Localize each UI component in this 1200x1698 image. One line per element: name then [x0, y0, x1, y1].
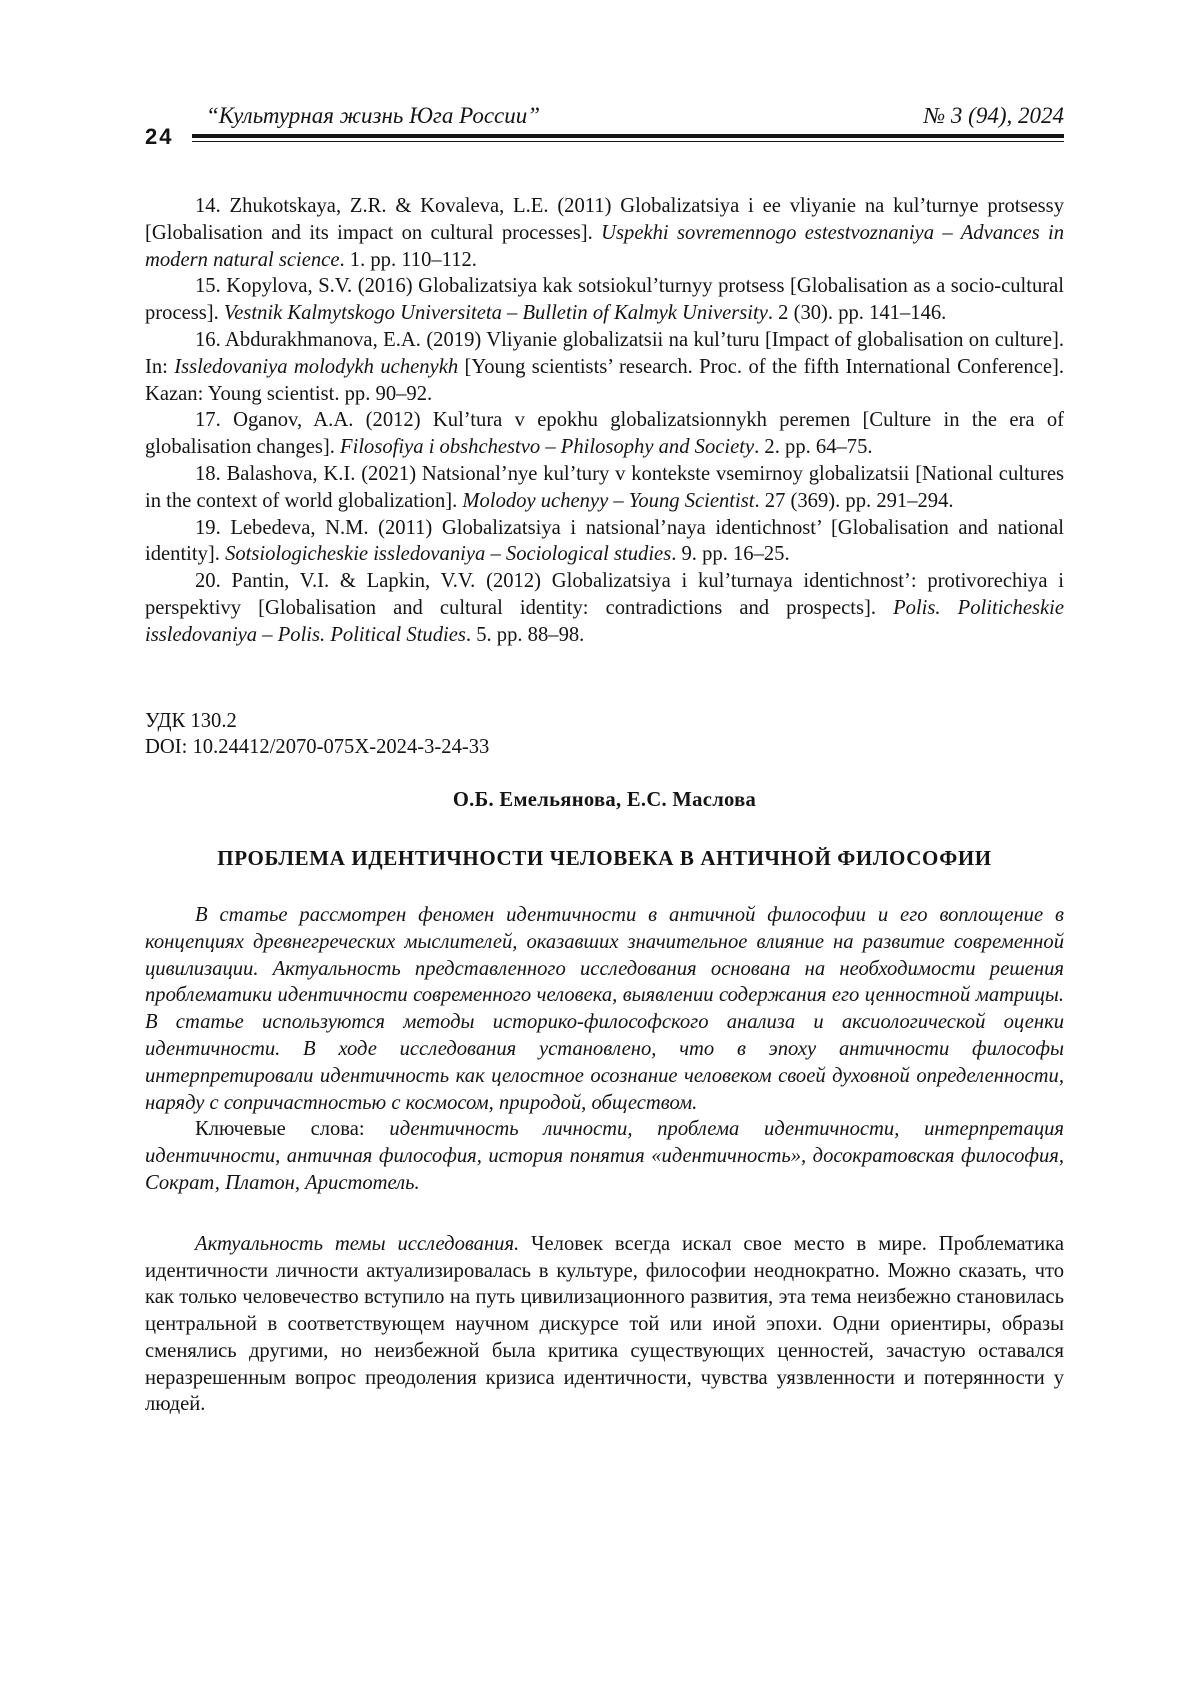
- article-title: ПРОБЛЕМА ИДЕНТИЧНОСТИ ЧЕЛОВЕКА В АНТИЧНОЙ ФИЛОСОФИИ: [145, 844, 1064, 872]
- udk-code: УДК 130.2: [145, 708, 1064, 735]
- article-meta: [145, 708, 1064, 762]
- reference-list: [145, 193, 1064, 649]
- body-text: Человек всегда искал свое место в мире. Проблематика идентичности личности актуализировалась в культуре, философии неоднократно. Можно сказать, что как только человечество вступило на путь цивилизационного развития, эта тема неизбежно становилась центральной в соответствующем научном дискурсе той или иной эпохи. Одни ориентиры, образы сменялись другими, но неизбежной была критика существующих ценностей, зачастую оставался неразрешенным вопрос преодоления кризиса идентичности, чувства уязвленности и потерянности у людей.: [145, 1233, 1064, 1416]
- section-lead: Актуальность темы исследования.: [195, 1233, 519, 1255]
- keywords-values: идентичность личности, проблема идентичности, интерпретация идентичности, античная философия, история понятия «идентичность», досократовская философия, Сократ, Платон, Аристотель.: [145, 1118, 1064, 1194]
- reference-item: 18. Balashova, K.I. (2021) Natsional’nye kul’tury v kontekste vsemirnoy globalizatsii [National cultures in the context of world globalization]. Molodoy uchenyy – Young Scientist. 27 (369). pp. 291–294.: [145, 461, 1064, 515]
- page-number: 24: [145, 124, 173, 150]
- doi-link[interactable]: DOI: 10.24412/2070-075X-2024-3-24-33: [145, 734, 1064, 761]
- reference-item: 19. Lebedeva, N.M. (2011) Globalizatsiya i natsional’naya identichnost’ [Globalisation and national identity]. Sotsiologicheskie issledovaniya – Sociological studies. 9. pp. 16–25.: [145, 515, 1064, 569]
- article-authors: О.Б. Емельянова, Е.С. Маслова: [145, 787, 1064, 814]
- reference-item: 20. Pantin, V.I. & Lapkin, V.V. (2012) Globalizatsiya i kul’turnaya identichnost’: protivorechiya i perspektivy [Globalisation and cultural identity: contradictions and prospects]. Polis. Politicheskie issledovaniya – Polis. Political Studies. 5. pp. 88–98.: [145, 568, 1064, 648]
- reference-item: 15. Kopylova, S.V. (2016) Globalizatsiya kak sotsiokul’turnyy protsess [Globalisation as a socio-cultural process]. Vestnik Kalmytskogo Universiteta – Bulletin of Kalmyk University. 2 (30). pp. 141–146.: [145, 273, 1064, 327]
- issue-info: № 3 (94), 2024: [923, 103, 1064, 129]
- body-paragraph: [145, 1231, 1064, 1419]
- reference-item: 16. Abdurakhmanova, E.A. (2019) Vliyanie globalizatsii na kul’turu [Impact of globalisation on culture]. In: Issledovaniya molodykh uchenykh [Young scientists’ research. Proc. of the fifth International Conference]. Kazan: Young scientist. pp. 90–92.: [145, 327, 1064, 407]
- header-rule-thin: [192, 141, 1064, 142]
- journal-title: “Культурная жизнь Юга России”: [206, 103, 540, 129]
- header-rule-thick: [192, 134, 1064, 138]
- article-keywords: [145, 1116, 1064, 1196]
- reference-item: 17. Oganov, A.A. (2012) Kul’tura v epokhu globalizatsionnykh peremen [Culture in the era of globalisation changes]. Filosofiya i obshchestvo – Philosophy and Society. 2. pp. 64–75.: [145, 407, 1064, 461]
- article-abstract: В статье рассмотрен феномен идентичности в античной философии и его воплощение в концепциях древнегреческих мыслителей, оказавших значительное влияние на развитие современной цивилизации. Актуальность представленного исследования основана на необходимости решения проблематики идентичности современного человека, выявлении содержания его ценностной матрицы. В статье используются методы историко-философского анализа и аксиологической оценки идентичности. В ходе исследования установлено, что в эпоху античности философы интерпретировали идентичность как целостное осознание человеком своей духовной определенности, наряду с сопричастностью с космосом, природой, обществом.: [145, 902, 1064, 1116]
- reference-item: 14. Zhukotskaya, Z.R. & Kovaleva, L.E. (2011) Globalizatsiya i ee vliyanie na kul’turnye protsessy [Globalisation and its impact on cultural processes]. Uspekhi sovremennogo estestvoznaniya – Advances in modern natural science. 1. pp. 110–112.: [145, 193, 1064, 273]
- keywords-label: Ключевые слова:: [195, 1118, 389, 1140]
- page-content: [145, 193, 1064, 1418]
